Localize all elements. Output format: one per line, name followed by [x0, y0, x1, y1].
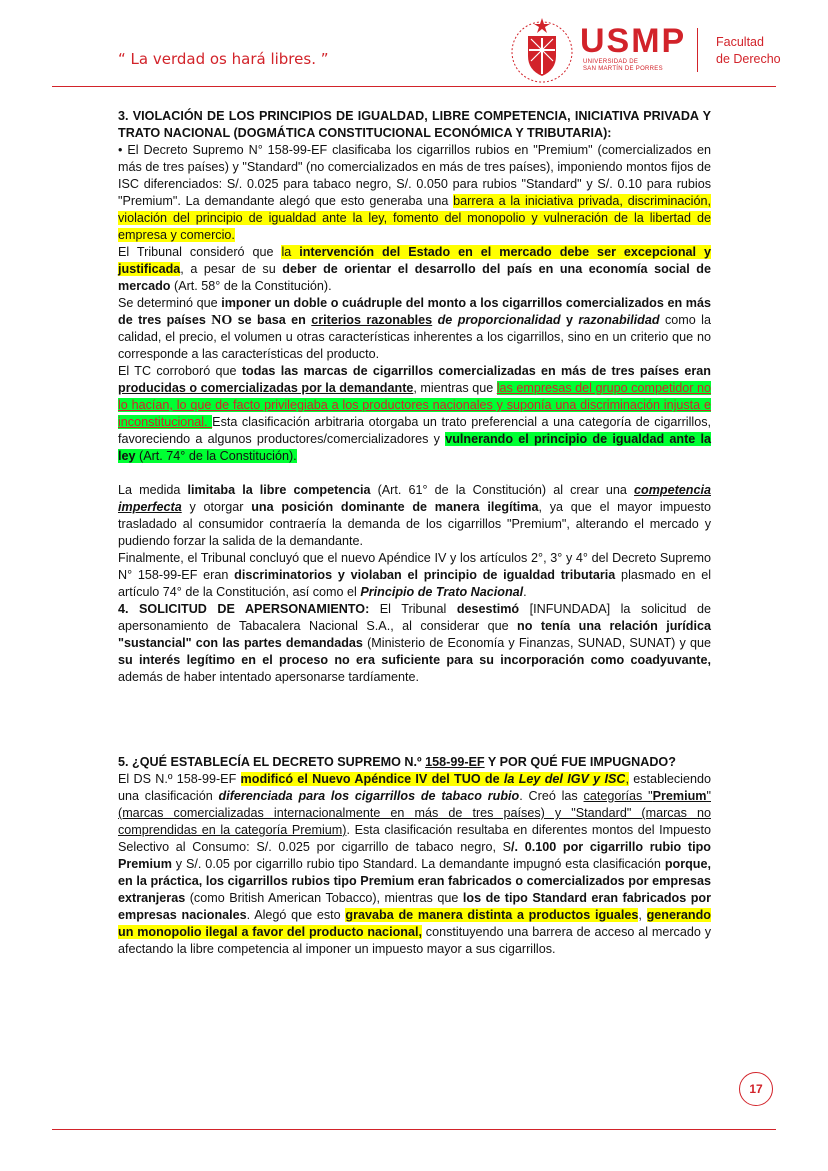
text: estableciendo una clasificación — [118, 772, 711, 803]
page-body — [118, 108, 711, 958]
footer-rule — [52, 1129, 776, 1130]
underlined-bold-text: criterios razonables — [311, 313, 433, 327]
section-5-heading-underlined: 158-99-EF — [425, 755, 485, 769]
section-5-heading: 5. ¿QUÉ ESTABLECÍA EL DECRETO SUPREMO N.º — [118, 755, 426, 769]
bold-text: no tenía una relación jurídica "sustancial" con las partes demandadas — [118, 619, 711, 650]
text: El Tribunal — [369, 602, 457, 616]
motto: “ La verdad os hará libres. ” — [118, 50, 329, 68]
text: , ya que el mayor impuesto trasladado al consumidor contraería la demanda de los cigarrillos "Premium", alterando el mercado y pudiendo forzar la salida de la demandante. — [118, 500, 712, 548]
bold-text: y — [560, 313, 579, 327]
section-4-heading: 4. SOLICITUD DE APERSONAMIENTO: — [118, 602, 370, 616]
faculty-line1: Facultad — [716, 35, 764, 49]
highlight-yellow-bold: gravaba de manera distinta a productos iguales — [345, 908, 639, 922]
text: . Esta clasificación resultaba en diferentes montos del Impuesto Selectivo al Consumo: S/. 0.025 por cigarrillo de tabaco negro, S — [118, 823, 711, 854]
spacer — [118, 686, 711, 754]
highlight-green: (Art. 74° de la Constitución). — [135, 449, 297, 463]
spacer — [118, 465, 711, 482]
text: Esta clasificación arbitraria otorgaba un trato preferencial a una categoría de cigarrillos, favoreciendo a algunos productores/comercializadores y — [118, 415, 711, 446]
text: . — [523, 585, 527, 599]
highlight-yellow-bold: generando un monopolio ilegal a favor del producto nacional, — [118, 908, 711, 939]
bold-text: su interés legítimo en el proceso no era suficiente para su incorporación como coadyuvante, — [118, 653, 711, 667]
text: (Ministerio de Economía y Finanzas, SUNAD, SUNAT) y que — [362, 636, 711, 650]
highlight-yellow: , — [625, 772, 629, 786]
text: La medida — [118, 483, 188, 497]
text: El TC corroboró que — [118, 364, 242, 378]
text: (como British American Tobacco), mientras que — [185, 891, 463, 905]
faculty-name — [716, 34, 781, 68]
section-3-heading: 3. VIOLACIÓN DE LOS PRINCIPIOS DE IGUALDAD, LIBRE COMPETENCIA, INICIATIVA PRIVADA Y TRATO NACIONAL (DOGMÁTICA CONSTITUCIONAL ECONÓMICA Y TRIBUTARIA): — [118, 109, 711, 140]
text: • El Decreto Supremo N° 158-99-EF clasificaba los cigarrillos rubios en "Premium" (comercializados en más de tres países) y "Standard" (no comercializados en más de tres países), imponiendo montos fijos de ISC diferenciados: S/. 0.025 para tabaco negro, S/. 0.050 para rubios "Standard" y S/. 0.10 para rubios "Premium". La demandante alegó que esto generaba una — [118, 143, 711, 208]
text: , mientras que — [413, 381, 497, 395]
bold-italic-text: razonabilidad — [578, 313, 660, 327]
bold-text: se basa en — [232, 313, 312, 327]
section-4-paragraph — [118, 601, 711, 686]
text: El DS N.º 158-99-EF — [118, 772, 241, 786]
bold-text: porque, en la práctica, los cigarrillos rubios tipo Premium eran fabricados o comercializados por empresas extranjeras — [118, 857, 711, 905]
text: , — [638, 908, 647, 922]
text: El Tribunal consideró que — [118, 245, 282, 259]
text: (Art. 61° de la Constitución) al crear una — [370, 483, 634, 497]
section-3-paragraph-2 — [118, 244, 711, 295]
text: y S/. 0.05 por cigarrillo rubio tipo Standard. La demandante impugnó esta clasificación — [171, 857, 665, 871]
brand-subtitle — [583, 59, 663, 73]
section-3-paragraph-6 — [118, 550, 711, 601]
bold-text: /. 0.100 por cigarrillo rubio tipo Premium — [118, 840, 711, 871]
section-5-paragraph — [118, 771, 711, 958]
section-3-paragraph-4 — [118, 363, 711, 465]
bold-text: imponer un doble o cuádruple del monto a los cigarrillos comercializados en más de tres países — [118, 296, 711, 327]
brand-name: USMP — [580, 22, 687, 60]
header-rule — [52, 86, 776, 87]
bold-text: los de tipo Standard eran fabricados por empresas nacionales — [118, 891, 711, 922]
highlight-yellow-bold-italic: la Ley del IGV y ISC — [503, 772, 626, 786]
highlight-green-red: las empresas del grupo competidor no lo hacían, lo que de facto privilegiaba a los productores nacionales y suponía una discriminación injusta e inconstitucional. — [118, 381, 711, 429]
underlined-text: categorías " — [583, 789, 653, 803]
bold-text: discriminatorios y violaban el principio de igualdad tributaria — [234, 568, 616, 582]
bold-italic-text: Principio de Trato Nacional — [360, 585, 524, 599]
text: Se determinó que — [118, 296, 222, 310]
underlined-bold-italic-text: competencia imperfecta — [118, 483, 711, 514]
text: , a pesar de su — [180, 262, 283, 276]
bold-text: desestimó — [456, 602, 520, 616]
usmp-shield-logo — [506, 14, 578, 86]
text: Finalmente, el Tribunal concluyó que el nuevo Apéndice IV y los artículos 2°, 3° y 4° del Decreto Supremo N° 158-99-EF eran — [118, 551, 711, 582]
bold-italic-text: de proporcionalidad — [432, 313, 561, 327]
bold-text: una posición dominante de manera ilegítima — [251, 500, 539, 514]
bold-text: deber de orientar el desarrollo del país en una economía social de mercado — [118, 262, 711, 293]
section-5-title — [118, 754, 711, 771]
highlight-yellow: la — [281, 245, 300, 259]
section-3-paragraph-3 — [118, 295, 711, 363]
highlight-yellow: barrera a la iniciativa privada, discriminación, violación del principio de igualdad ante la ley, fomento del monopolio y vulneración de la libertad de empresa y comercio. — [118, 194, 711, 242]
bold-text: todas las marcas de cigarrillos comercializadas en más de tres países eran — [241, 364, 711, 378]
text: . Creó las — [519, 789, 584, 803]
brand-subtitle-line2: SAN MARTÍN DE PORRES — [583, 66, 663, 72]
text: . Alegó que esto — [246, 908, 346, 922]
highlight-yellow-bold: modificó el Nuevo Apéndice IV del TUO de — [240, 772, 504, 786]
text: además de haber intentado apersonarse tardíamente. — [118, 670, 420, 684]
text: (Art. 58° de la Constitución). — [170, 279, 332, 293]
bold-text-no: NO — [211, 313, 233, 328]
underlined-bold-text: Premium — [652, 789, 707, 803]
underlined-text: " (marcas comercializadas internacionalmente en más de tres países) y "Standard" (marcas no comprendidas en la categoría Premium) — [118, 789, 711, 837]
page-number: 17 — [739, 1072, 773, 1106]
header-divider — [697, 28, 698, 72]
highlight-green-bold: vulnerando el principio de igualdad ante la ley — [118, 432, 712, 463]
bold-italic-text: diferenciada para los cigarrillos de tabaco rubio — [218, 789, 520, 803]
highlight-yellow-bold: intervención del Estado en el mercado debe ser excepcional y justificada — [118, 245, 711, 276]
bold-text: limitaba la libre competencia — [187, 483, 371, 497]
underlined-bold-text: producidas o comercializadas por la demandante — [118, 381, 414, 395]
section-3-title — [118, 108, 711, 142]
brand-subtitle-line1: UNIVERSIDAD DE — [583, 59, 639, 65]
text: [INFUNDADA] la solicitud de apersonamiento de Tabacalera Nacional S.A., al considerar que — [118, 602, 711, 633]
section-5-heading: Y POR QUÉ FUE IMPUGNADO? — [484, 755, 676, 769]
text: constituyendo una barrera de acceso al mercado y afectando la libre competencia al imponer un impuesto mayor a sus cigarrillos. — [118, 925, 711, 956]
text: como la calidad, el precio, el volumen u otras características inherentes a los cigarrillos, sino en un criterio que no corresponde a las características del producto. — [118, 313, 711, 361]
faculty-line2: de Derecho — [716, 52, 781, 66]
text: y otorgar — [181, 500, 252, 514]
section-3-paragraph-5 — [118, 482, 711, 550]
section-3-paragraph-1 — [118, 142, 711, 244]
text: plasmado en el artículo 74° de la Constitución, así como el — [118, 568, 712, 599]
